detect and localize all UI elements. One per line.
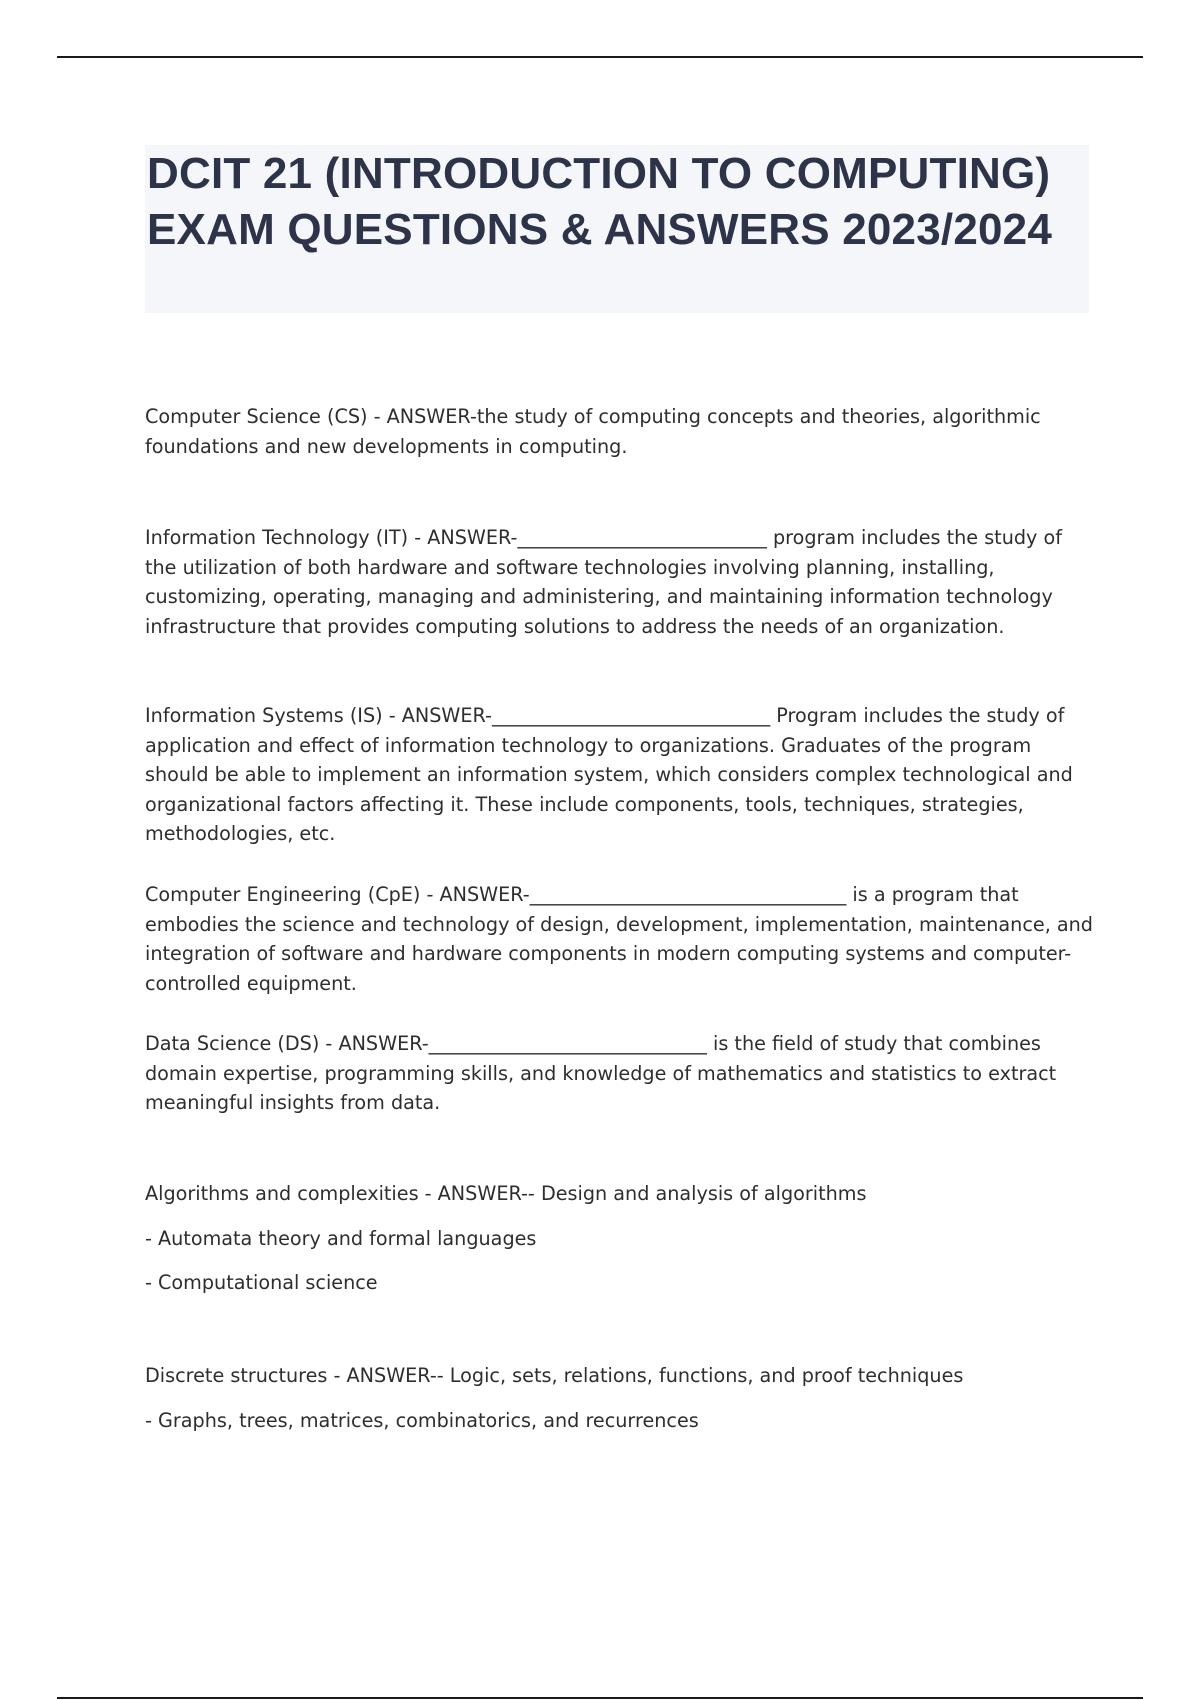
qa-entry-text: Data Science (DS) - ANSWER-_____________________________ is the field of study that combines domain expertise, programming skills, and knowledge of mathematics and statistics to extract meaningful insights from data. xyxy=(145,1032,1057,1114)
title-box xyxy=(145,145,1089,313)
qa-entry-subitem: - Computational science xyxy=(145,1271,378,1294)
qa-entry-text: Information Technology (IT) - ANSWER-__________________________ program includes the study of the utilization of both hardware and software technologies involving planning, installing, customizing, operating, managing and administering, and maintaining information technology infrastructure that provides computing solutions to address the needs of an organization. xyxy=(145,526,1062,638)
qa-entry-algorithms xyxy=(145,1179,866,1298)
qa-entry-text: Computer Engineering (CpE) - ANSWER-_________________________________ is a program that embodies the science and technology of design, development, implementation, maintenance, and integration of software and hardware components in modern computing systems and computer-controlled equipment. xyxy=(145,883,1093,995)
top-rule xyxy=(57,56,1143,58)
qa-entry-text: Information Systems (IS) - ANSWER-_____________________________ Program includes the study of application and effect of information technology to organizations. Graduates of the program should be able to implement an information system, which considers complex technological and organizational factors affecting it. These include components, tools, techniques, strategies, methodologies, etc. xyxy=(145,704,1073,845)
bottom-rule xyxy=(57,1697,1143,1699)
qa-entry-subitem: - Automata theory and formal languages xyxy=(145,1226,537,1250)
qa-entry-information-systems xyxy=(145,701,1095,849)
qa-entry-text: Algorithms and complexities - ANSWER-- Design and analysis of algorithms xyxy=(145,1182,867,1205)
qa-entry-discrete-structures xyxy=(145,1361,963,1435)
qa-entry-computer-science xyxy=(145,402,1095,461)
qa-entry-subitem: - Graphs, trees, matrices, combinatorics, and recurrences xyxy=(145,1408,699,1432)
qa-entry-text: Computer Science (CS) - ANSWER-the study of computing concepts and theories, algorithmic foundations and new developments in computing. xyxy=(145,405,1041,458)
qa-entry-computer-engineering xyxy=(145,880,1095,998)
qa-entry-information-technology xyxy=(145,523,1095,641)
qa-entry-data-science xyxy=(145,1029,1095,1118)
qa-entry-text: Discrete structures - ANSWER-- Logic, sets, relations, functions, and proof techniques xyxy=(145,1364,964,1387)
document-title: DCIT 21 (INTRODUCTION TO COMPUTING) EXAM QUESTIONS & ANSWERS 2023/2024 xyxy=(147,149,1052,254)
